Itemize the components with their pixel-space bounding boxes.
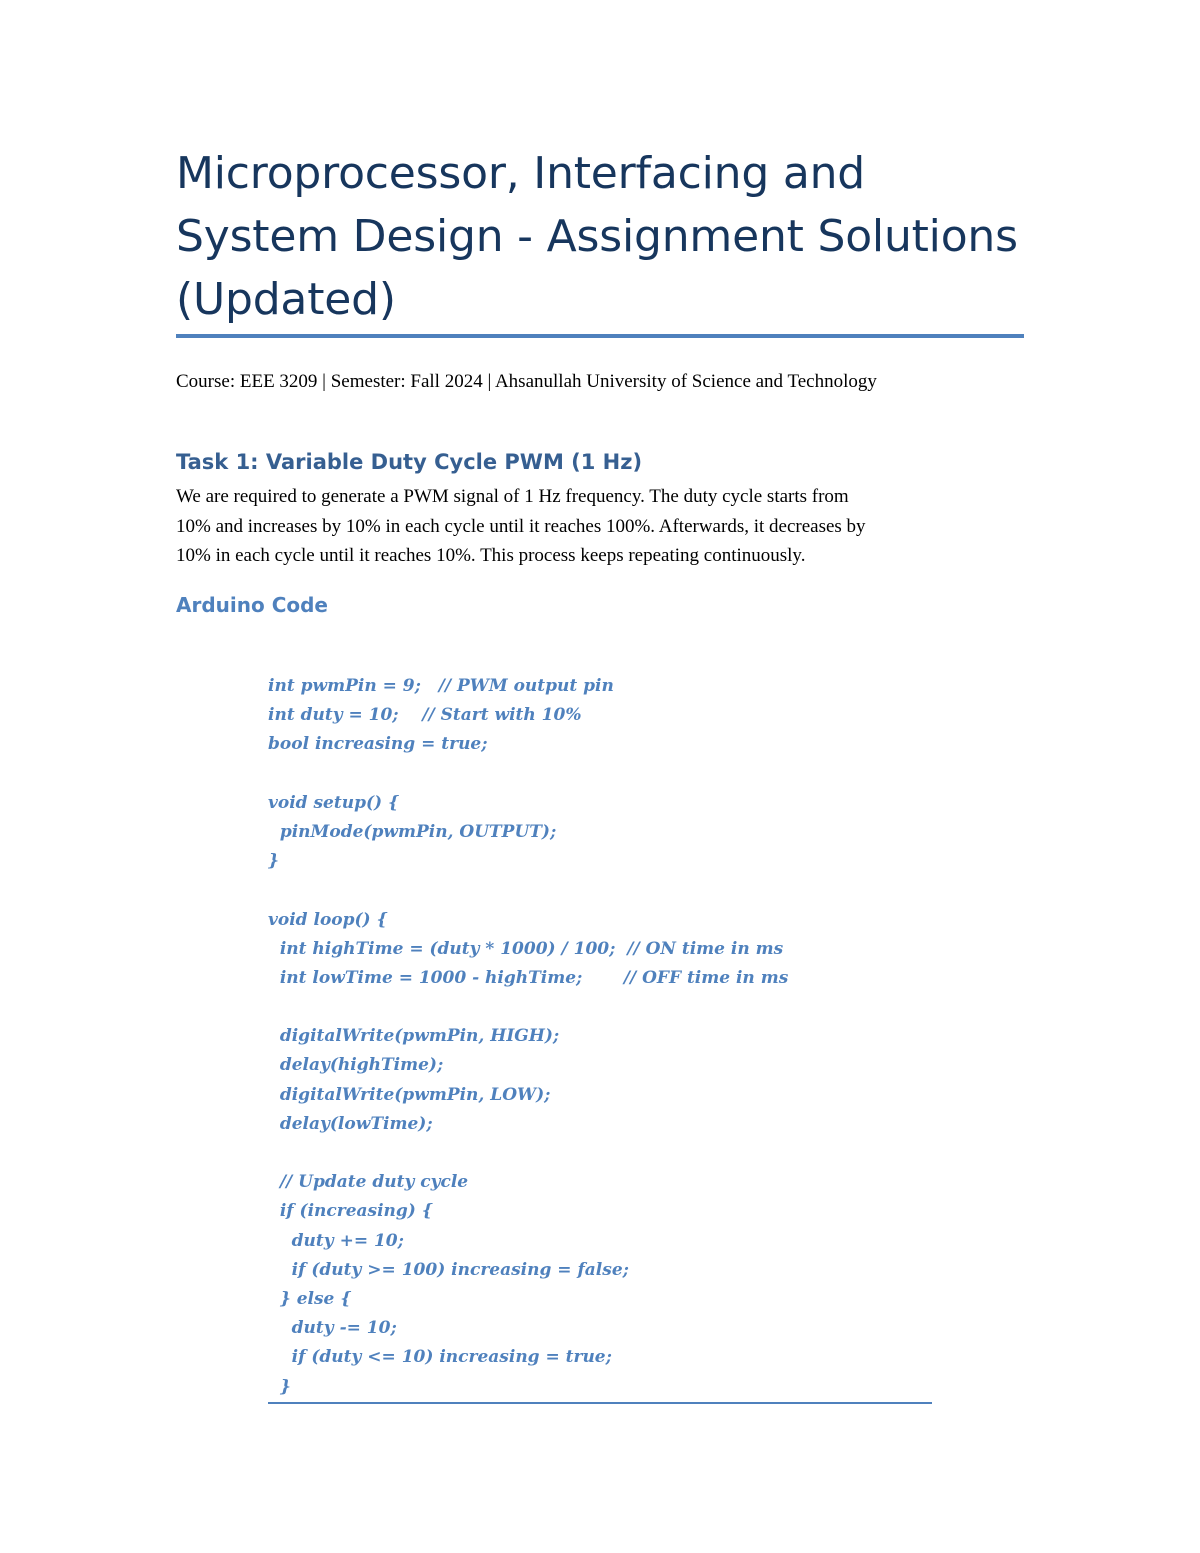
code-line: int lowTime = 1000 - highTime; // OFF time in ms	[268, 967, 789, 988]
code-line: pinMode(pwmPin, OUTPUT);	[268, 821, 557, 842]
code-line	[268, 760, 968, 789]
code-line	[268, 993, 968, 1022]
code-line: void setup() {	[268, 792, 399, 813]
description-line: We are required to generate a PWM signal of 1 Hz frequency. The duty cycle starts from	[176, 486, 849, 507]
code-line: if (duty >= 100) increasing = false;	[268, 1259, 629, 1280]
description-line: 10% and increases by 10% in each cycle until it reaches 100%. Afterwards, it decreases by	[176, 515, 866, 537]
code-line: delay(highTime);	[268, 1055, 444, 1076]
code-line: delay(lowTime);	[268, 1113, 433, 1134]
code-line: if (increasing) {	[268, 1201, 433, 1222]
code-line	[268, 876, 968, 905]
code-line: digitalWrite(pwmPin, HIGH);	[268, 1026, 560, 1047]
code-line: duty -= 10;	[268, 1318, 397, 1339]
title-underline	[176, 334, 1024, 338]
arduino-code-heading: Arduino Code	[176, 593, 328, 617]
code-line: } else {	[268, 1288, 352, 1309]
code-line: void loop() {	[268, 909, 388, 930]
code-line: if (duty <= 10) increasing = true;	[268, 1347, 612, 1368]
code-line: bool increasing = true;	[268, 734, 488, 755]
code-line: }	[268, 1376, 291, 1397]
code-line: // Update duty cycle	[268, 1172, 469, 1193]
code-line: digitalWrite(pwmPin, LOW);	[268, 1084, 551, 1105]
arduino-code-block	[268, 672, 968, 1402]
task-1-description	[176, 482, 1026, 571]
code-line: int highTime = (duty * 1000) / 100; // ON time in ms	[268, 938, 784, 959]
course-meta-line: Course: EEE 3209 | Semester: Fall 2024 | Ahsanullah University of Science and Technology	[176, 371, 877, 392]
document-title: Microprocessor, Interfacing and System Design - Assignment Solutions (Updated)	[176, 148, 1018, 325]
code-line	[268, 1139, 968, 1168]
description-line: 10% in each cycle until it reaches 10%. This process keeps repeating continuously.	[176, 545, 806, 566]
task-1-heading: Task 1: Variable Duty Cycle PWM (1 Hz)	[176, 450, 643, 474]
code-line: int pwmPin = 9; // PWM output pin	[268, 676, 614, 696]
code-line: duty += 10;	[268, 1230, 404, 1251]
code-line: int duty = 10; // Start with 10%	[268, 705, 582, 726]
code-block-bottom-border	[268, 1402, 932, 1404]
code-line: }	[268, 851, 279, 872]
